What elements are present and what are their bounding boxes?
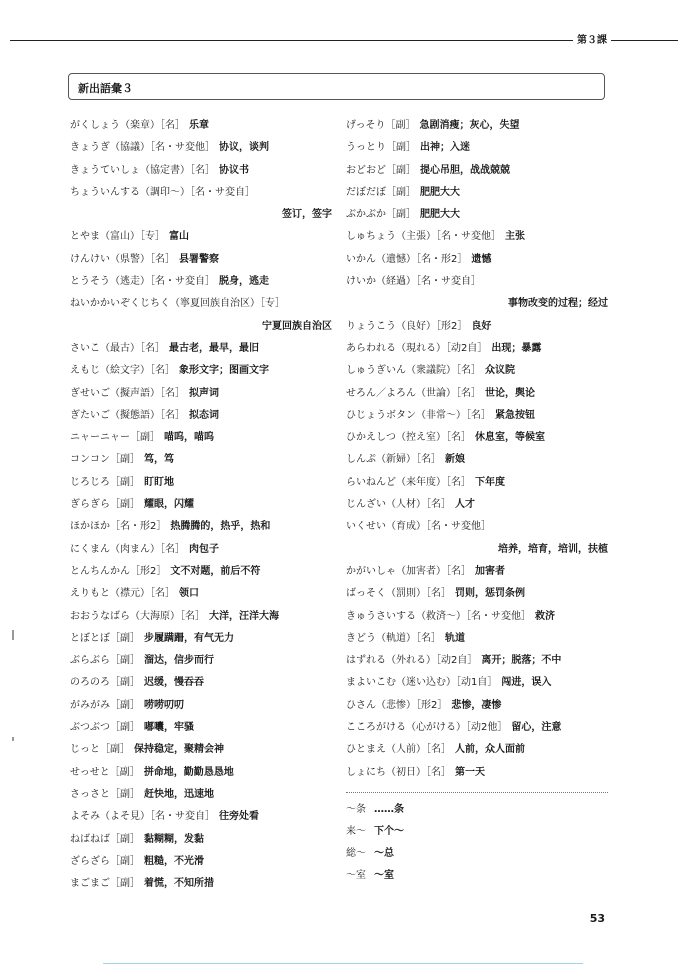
entry-reading: けいか（経過）［名・サ変自］ — [346, 276, 481, 288]
vocab-entry — [70, 160, 332, 182]
vocab-entry — [346, 427, 608, 449]
entry-reading: けんけい（県警）［名］ — [70, 253, 175, 265]
vocab-entry — [346, 271, 608, 293]
vocab-entry — [70, 204, 332, 226]
entry-meaning: 溜达，信步而行 — [144, 655, 214, 667]
entry-meaning: 领口 — [179, 588, 199, 600]
entry-reading: ざらざら［副］ — [70, 855, 140, 867]
vocab-entry — [346, 695, 608, 717]
vocab-entry — [346, 293, 608, 315]
vocab-entry — [70, 249, 332, 271]
vocab-entry — [346, 739, 608, 761]
entry-meaning: 世论，舆论 — [485, 387, 535, 399]
entry-meaning: 盯盯地 — [144, 476, 174, 488]
entry-meaning: 〜室 — [374, 869, 394, 881]
entry-reading: 〜室 — [346, 869, 366, 881]
entry-reading: せっせと［副］ — [70, 766, 140, 778]
entry-meaning: 最古老，最早，最旧 — [169, 342, 259, 354]
entry-reading: りょうこう（良好）［形2］ — [346, 320, 468, 332]
entry-reading: きゅうさいする（救済〜）［名・サ変他］ — [346, 610, 531, 622]
entry-reading: まごまご［副］ — [70, 878, 140, 890]
entry-meaning: 县署警察 — [179, 253, 219, 265]
entry-meaning: 宁夏回族自治区 — [262, 320, 332, 332]
entry-meaning: 象形文字；图画文字 — [179, 365, 269, 377]
entry-reading: とやま（富山）［专］ — [70, 231, 165, 243]
edge-mark — [12, 630, 14, 640]
vocab-entry — [70, 650, 332, 672]
suffix-entry — [346, 799, 608, 821]
entry-meaning: 赶快地，迅速地 — [144, 788, 214, 800]
vocab-entry — [70, 226, 332, 248]
page-number: 53 — [589, 912, 605, 925]
entry-meaning: 第一天 — [455, 766, 485, 778]
entry-reading: らいねんど（来年度）［名］ — [346, 476, 471, 488]
vocab-list-right — [346, 115, 608, 784]
suffix-entry — [346, 865, 608, 887]
vocab-entry — [70, 271, 332, 293]
entry-reading: ばっそく（罰則）［名］ — [346, 588, 451, 600]
vocab-entry — [346, 561, 608, 583]
vocab-entry — [70, 472, 332, 494]
entry-reading: 〜条 — [346, 803, 366, 815]
vocab-entry — [70, 784, 332, 806]
entry-meaning: 协议书 — [219, 164, 249, 176]
vocab-entry — [346, 650, 608, 672]
entry-meaning: 着慌，不知所措 — [144, 878, 214, 890]
entry-reading: ぎせいご（擬声語）［名］ — [70, 387, 185, 399]
lesson-label: 第３課 — [573, 31, 611, 46]
entry-reading: きょうていしょ（協定書）［名］ — [70, 164, 215, 176]
vocab-entry — [70, 717, 332, 739]
entry-reading: さいこ（最古）［名］ — [70, 342, 165, 354]
entry-reading: ぶつぶつ［副］ — [70, 722, 140, 734]
entry-reading: ひじょうボタン（非常〜）［名］ — [346, 409, 491, 421]
entry-meaning: 拟态词 — [189, 409, 219, 421]
vocab-entry — [70, 293, 332, 315]
entry-meaning: 拟声词 — [189, 387, 219, 399]
vocab-entry — [70, 494, 332, 516]
entry-reading: のろのろ［副］ — [70, 677, 140, 689]
entry-reading: にくまん（肉まん）［名］ — [70, 543, 185, 555]
entry-reading: とうそう（逃走）［名・サ変自］ — [70, 276, 215, 288]
section-title: 新出語彙３ — [78, 82, 133, 95]
vocab-entry — [346, 316, 608, 338]
entry-reading: うっとり［副］ — [346, 142, 416, 154]
vocab-entry — [346, 717, 608, 739]
entry-meaning: 悲惨，凄惨 — [451, 699, 502, 711]
entry-reading: じろじろ［副］ — [70, 476, 140, 488]
vocab-entry — [70, 516, 332, 538]
vocab-entry — [346, 383, 608, 405]
vocab-entry — [346, 226, 608, 248]
entry-meaning: 事物改变的过程；经过 — [508, 298, 608, 310]
entry-reading: ほかほか［名・形2］ — [70, 521, 167, 533]
entry-reading: おおうなばら（大海原）［名］ — [70, 610, 205, 622]
vocab-column-right — [346, 115, 608, 887]
entry-reading: しょにち（初日）［名］ — [346, 766, 451, 778]
entry-reading: ひさん（悲惨）［形2］ — [346, 699, 448, 711]
vocab-entry — [346, 516, 608, 538]
entry-meaning: 肉包子 — [189, 543, 219, 555]
vocab-entry — [346, 472, 608, 494]
vocab-entry — [70, 851, 332, 873]
entry-reading: とんちんかん［形2］ — [70, 565, 167, 577]
entry-meaning: 人前，众人面前 — [455, 744, 525, 756]
entry-meaning: 耀眼，闪耀 — [144, 499, 194, 511]
dotted-divider — [346, 792, 608, 793]
entry-reading: おどおど［副］ — [346, 164, 416, 176]
entry-meaning: 培养，培育，培训，扶植 — [498, 543, 608, 555]
entry-reading: じっと［副］ — [70, 744, 130, 756]
vocab-entry — [346, 539, 608, 561]
entry-reading: せろん／よろん（世論）［名］ — [346, 387, 481, 399]
vocab-entry — [70, 137, 332, 159]
entry-reading: とぼとぼ［副］ — [70, 632, 140, 644]
entry-meaning: 协议，谈判 — [219, 142, 269, 154]
vocab-entry — [346, 338, 608, 360]
vocab-entry — [346, 360, 608, 382]
entry-reading: コンコン［副］ — [70, 454, 140, 466]
entry-meaning: 往旁处看 — [219, 811, 259, 823]
entry-meaning: 出现；暴露 — [491, 342, 542, 354]
entry-meaning: 出神；入迷 — [420, 142, 470, 154]
vocab-entry — [70, 539, 332, 561]
entry-meaning: 笃，笃 — [144, 454, 174, 466]
entry-meaning: 提心吊胆，战战兢兢 — [420, 164, 510, 176]
entry-meaning: 嘟囔，牢骚 — [144, 722, 194, 734]
entry-reading: がくしょう（楽章）［名］ — [70, 120, 185, 131]
entry-meaning: 步履蹒跚，有气无力 — [144, 632, 234, 644]
entry-reading: ぎたいご（擬態語）［名］ — [70, 409, 185, 421]
entry-meaning: 新娘 — [445, 454, 465, 466]
entry-reading: しゅうぎいん（衆議院）［名］ — [346, 365, 481, 377]
entry-reading: 来〜 — [346, 825, 366, 837]
vocab-entry — [70, 383, 332, 405]
entry-meaning: ……条 — [374, 803, 404, 815]
vocab-entry — [70, 427, 332, 449]
vocab-entry — [70, 873, 332, 895]
entry-reading: よそみ（よそ見）［名・サ変自］ — [70, 811, 215, 823]
entry-meaning: 保持稳定，聚精会神 — [134, 744, 224, 756]
entry-meaning: 良好 — [471, 320, 492, 332]
vocab-entry — [346, 583, 608, 605]
entry-reading: しゅちょう（主張）［名・サ変他］ — [346, 231, 501, 243]
entry-meaning: 众议院 — [485, 365, 515, 377]
entry-reading: きょうぎ（協議）［名・サ変他］ — [70, 142, 215, 154]
entry-meaning: 主张 — [505, 231, 525, 243]
vocab-entry — [70, 115, 332, 137]
footer-line — [103, 963, 583, 964]
entry-meaning: 加害者 — [475, 565, 505, 577]
entry-meaning: 乐章 — [189, 120, 209, 131]
vocab-entry — [346, 405, 608, 427]
vocab-entry — [70, 449, 332, 471]
entry-meaning: 黏糊糊，发黏 — [144, 833, 204, 845]
entry-meaning: 紧急按钮 — [495, 409, 535, 421]
entry-reading: ぶかぶか［副］ — [346, 209, 416, 221]
suffix-list — [346, 799, 608, 887]
entry-meaning: 〜总 — [374, 847, 394, 859]
vocab-entry — [70, 806, 332, 828]
entry-meaning: 签订，签字 — [282, 209, 332, 221]
vocab-column-left — [70, 115, 332, 895]
entry-reading: えりもと（襟元）［名］ — [70, 588, 175, 600]
entry-meaning: 轨道 — [445, 632, 465, 644]
entry-reading: ぎらぎら［副］ — [70, 499, 140, 511]
entry-reading: じんざい（人材）［名］ — [346, 499, 451, 511]
entry-reading: 総〜 — [346, 847, 366, 859]
entry-meaning: 文不对题，前后不符 — [170, 565, 261, 577]
vocab-entry — [346, 182, 608, 204]
entry-meaning: 人才 — [455, 499, 475, 511]
entry-meaning: 富山 — [169, 231, 189, 243]
entry-reading: いかん（遺憾）［名・形2］ — [346, 253, 468, 265]
entry-reading: ねいかかいぞくじちく（寧夏回族自治区）［专］ — [70, 298, 285, 310]
entry-reading: ちょういんする（調印〜）［名・サ変自］ — [70, 186, 255, 198]
vocab-entry — [70, 762, 332, 784]
vocab-entry — [70, 672, 332, 694]
entry-reading: えもじ（絵文字）［名］ — [70, 365, 175, 377]
vocab-entry — [70, 360, 332, 382]
entry-meaning: 留心，注意 — [511, 722, 562, 734]
entry-meaning: 迟缓，慢吞吞 — [144, 677, 204, 689]
vocab-entry — [346, 672, 608, 694]
entry-meaning: 拼命地，勤勤恳恳地 — [143, 766, 234, 778]
vocab-entry — [346, 606, 608, 628]
vocab-entry — [70, 628, 332, 650]
vocab-entry — [70, 583, 332, 605]
vocab-entry — [70, 561, 332, 583]
vocab-entry — [346, 628, 608, 650]
vocab-entry — [346, 494, 608, 516]
vocab-entry — [70, 316, 332, 338]
entry-reading: かがいしゃ（加害者）［名］ — [346, 565, 471, 577]
entry-reading: げっそり［副］ — [346, 120, 416, 131]
entry-meaning: 肥肥大大 — [420, 186, 460, 198]
entry-meaning: 闯进，误入 — [501, 677, 552, 689]
vocab-entry — [70, 829, 332, 851]
entry-meaning: 救济 — [535, 610, 555, 622]
entry-meaning: 遗憾 — [471, 253, 492, 265]
entry-reading: がみがみ［副］ — [70, 699, 140, 711]
entry-reading: だぼだぼ［副］ — [346, 186, 416, 198]
entry-reading: しんぷ（新婦）［名］ — [346, 454, 441, 466]
suffix-entry — [346, 843, 608, 865]
vocab-entry — [70, 695, 332, 717]
entry-reading: はずれる（外れる）［动2自］ — [346, 655, 478, 667]
vocab-entry — [346, 762, 608, 784]
entry-reading: ぶらぶら［副］ — [70, 655, 140, 667]
entry-reading: まよいこむ（迷い込む）［动1自］ — [346, 677, 498, 689]
entry-reading: ひかえしつ（控え室）［名］ — [346, 432, 471, 444]
entry-meaning: 肥肥大大 — [420, 209, 460, 221]
entry-reading: きどう（軌道）［名］ — [346, 632, 441, 644]
entry-meaning: 脱身，逃走 — [219, 276, 269, 288]
entry-meaning: 粗糙，不光滑 — [144, 855, 204, 867]
vocab-entry — [346, 249, 608, 271]
entry-meaning: 大洋，汪洋大海 — [209, 610, 279, 622]
vocab-entry — [346, 160, 608, 182]
entry-meaning: 热腾腾的，热乎，热和 — [170, 521, 271, 533]
entry-meaning: 离开；脱落；不中 — [481, 655, 562, 667]
entry-meaning: 急剧消瘦；灰心，失望 — [419, 120, 520, 131]
vocab-entry — [70, 739, 332, 761]
vocab-entry — [346, 204, 608, 226]
vocab-entry — [70, 405, 332, 427]
vocab-entry — [346, 449, 608, 471]
entry-meaning: 唠唠叨叨 — [144, 699, 184, 711]
vocab-entry — [70, 606, 332, 628]
vocab-entry — [70, 338, 332, 360]
entry-meaning: 下年度 — [475, 476, 505, 488]
entry-reading: ひとまえ（人前）［名］ — [346, 744, 451, 756]
entry-reading: いくせい（育成）［名・サ変他］ — [346, 521, 491, 533]
suffix-entry — [346, 821, 608, 843]
entry-meaning: 休息室，等候室 — [475, 432, 545, 444]
entry-meaning: 下个〜 — [374, 825, 404, 837]
entry-reading: ねばねば［副］ — [70, 833, 140, 845]
entry-reading: ニャーニャー［副］ — [70, 432, 160, 444]
entry-meaning: 喵呜，喵呜 — [164, 432, 214, 444]
section-header-box — [68, 73, 605, 100]
entry-meaning: 罚则，惩罚条例 — [455, 588, 525, 600]
entry-reading: さっさと［副］ — [70, 788, 140, 800]
entry-reading: あらわれる（現れる）［动2自］ — [346, 342, 488, 354]
edge-mark — [12, 737, 14, 741]
vocab-entry — [70, 182, 332, 204]
entry-reading: こころがける（心がける）［动2他］ — [346, 722, 508, 734]
vocab-entry — [346, 137, 608, 159]
vocab-entry — [346, 115, 608, 137]
